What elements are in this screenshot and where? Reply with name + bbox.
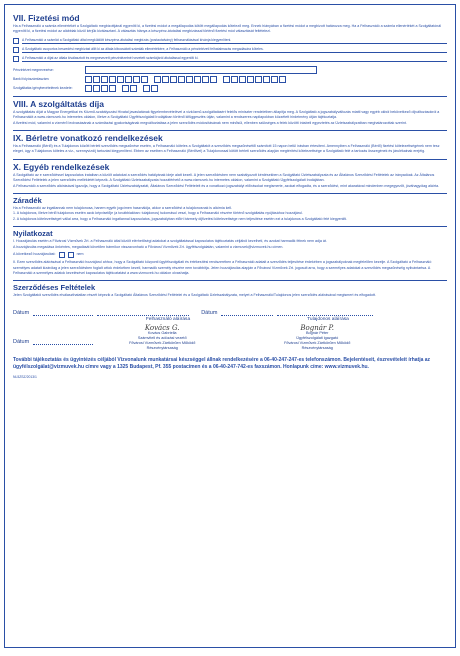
signatory-company: Fővárosi Vízművek Zártkörűen Működő — [129, 340, 196, 345]
owner-signature-field[interactable] — [277, 309, 373, 316]
company-date-row — [13, 338, 97, 345]
paragraph: Jelen Szolgáltatói szerződés elválaszthatatlan részét képezik a Szolgáltató Általános Szerződési Feltételei és a Szolgáltató Üzletszabályzata, melyet a Felhasználó/Tulajdonos jelen szerződés aláírásával megismert és elfogadott. — [13, 293, 377, 298]
field-label: Pénzintézet megnevezése: — [13, 67, 54, 72]
field-label: Szolgáltatás igénybevételének kezdete: — [13, 86, 73, 91]
paragraph: A Szolgáltató az e szerződéssel kapcsolatos irataiban a közölt adatokat a szerződés hatályának ideje alatt kezeli. A jelen szerződésben nem szabályozott kérdésekben a Szolgáltató Üzletszabályzata és az Általános Szerződési Feltételek az irányadóak. Az Általános Szerződési Feltételek a jelen szerződés mellékletét képezik. A Szolgáltató Üzletszabályzata hozzáférhető a www.vizmuvek.hu internetes oldalon, valamint a Szolgáltató Ügyfélszolgálati Irodájában. — [13, 172, 435, 183]
option-label: A Szolgáltató csoportos beszedési megbízást állít ki az általa kibocsátott számlák ellenértékére, a Felhasználó a pénzintézeti felhatalmazás megadására köteles. — [22, 47, 447, 53]
checkbox-option-b[interactable] — [13, 47, 19, 53]
section-title: VII. Fizetési mód — [13, 13, 80, 23]
account-number-input[interactable] — [85, 76, 286, 83]
checkbox-consent-yes[interactable] — [59, 252, 65, 258]
account-number-field — [13, 76, 447, 83]
paragraph: 1. A tulajdonos, illetve bérlő tulajdonos esetén azok képviselője (a továbbiakban: tulajdonos) tudomásul veszi, hogy a Felhasználó részére történő szolgáltatás nyújtásához hozzájárul. — [13, 211, 303, 216]
payment-option-c — [13, 56, 447, 62]
signatory-role: Számviteli és adózási vezető — [137, 335, 187, 340]
checkbox-consent-no[interactable] — [68, 252, 74, 258]
company-signatures — [13, 323, 447, 351]
paragraph: Ha a Felhasználó az ingatlannak nem tulajdonosa, hanem egyéb jogcímen használója, akkor a szerződést a tulajdonosnak is aláírnia kell. — [13, 206, 233, 211]
field-label: Banki folyószámlaszám: — [13, 77, 50, 82]
option-label: A Felhasználó a díjat az általa kiválasztott és megnevezett pénzintézetnél vezetett számlájáról átutalással egyenlíti ki. — [22, 56, 447, 62]
payment-option-a — [13, 38, 447, 44]
divider — [13, 193, 447, 194]
section-title: Szerződéses Feltételek — [13, 283, 96, 293]
payment-option-b — [13, 47, 447, 53]
paragraph: I. Hozzájárulás esetén a Fővárosi Vízművek Zrt. a Felhasználó által közölt elérhetőségi adatokat a szolgáltatással kapcsolatos tájékoztatás céljából kezelheti, és azokat harmadik félnek nem adja át. — [13, 239, 327, 244]
paragraph: II. Ezen szerződés aláírásával a Felhasználó hozzájárul ahhoz, hogy a Szolgáltató központi ügyfélszolgálati és értékesítési rendszerében a Felhasználó adatait a szerződés teljesítése érdekében a jogszabályoknak megfelelően kezelje. A Szolgáltató a Felhasználó személyes adatait kizárólag a jelen szerződésben foglalt célok érdekében kezeli, harmadik személy részére nem továbbítja. Jelen hozzájárulás alapján a Fővárosi Vízművek Zrt. jogosult arra, hogy a személyes adatokat a szerződés megszűnéséig nyilvántartsa. A Felhasználó a személyes adatok kezelésével kapcsolatos tájékoztatást a www.vizmuvek.hu oldalon olvashatja. — [13, 260, 432, 275]
bank-name-input[interactable] — [85, 66, 317, 74]
right-handwritten-signature: Bognár P. — [300, 323, 334, 332]
paragraph: A fizetési mód, valamint a vízmérő leolvasásának a számlázási gyakoriságának megváltoztatása a jelen szerződés módosításának nem minősül, ellenben szükséges a felek közötti írásbeli egyeztetés az Üzletszabályzatban meghatározottak szerint. — [13, 120, 407, 125]
date-field[interactable] — [33, 309, 93, 316]
consent-no-label: nem — [76, 252, 84, 257]
document-page — [4, 4, 456, 648]
form-code: NL5ZSZ/2013/1 — [13, 374, 37, 379]
section-title: Záradék — [13, 196, 42, 206]
section-title: X. Egyéb rendelkezések — [13, 161, 110, 172]
checkbox-option-c[interactable] — [13, 56, 19, 62]
divider — [13, 130, 447, 131]
user-signature-field[interactable] — [97, 309, 189, 316]
signatory-company: Fővárosi Vízművek Zártkörűen Működő — [284, 340, 351, 345]
date-field[interactable] — [221, 309, 273, 316]
signatory-role: Ügyfélszolgálati igazgató — [296, 335, 339, 340]
signatory-company-form: Részvénytársaság — [146, 345, 178, 350]
section-title: VIII. A szolgáltatás díja — [13, 98, 105, 109]
divider — [13, 159, 447, 160]
contact-footer: További tájékoztatás és ügyintézés céljából Vízvonalunk munkatársai készséggel állnak rendelkezésére a 06-40-247-247-es telefonszámon. Bejelentéseit, észrevételeit írhatja az ügyfélszolgálat@vizmuvek.hu címre vagy a 1325 Budapest, Pf. 355 postacímen és a 06-40-247-742-es faxszámon. Honlapunk címe: www.vizmuvek.hu. — [13, 356, 431, 370]
left-handwritten-signature: Kovács G. — [144, 323, 180, 332]
signature-row-user — [13, 309, 447, 316]
paragraph: A Felhasználó a szerződés aláírásával igazolja, hogy a Szolgáltató Üzletszabályzatát, Általános Szerződési Feltételeit és a vonatkozó jogszabályi előírásokat megismerte, azokat elfogadta, és a szerződést, mint akaratával mindenben megegyezőt, jóváhagyólag aláírta. — [13, 183, 440, 188]
right-signatory — [257, 323, 377, 351]
divider — [13, 226, 447, 227]
section-title: Nyilatkozat — [13, 229, 53, 239]
signature-captions — [13, 317, 447, 322]
checkbox-option-a[interactable] — [13, 38, 19, 44]
left-signatory — [107, 323, 217, 351]
divider — [13, 96, 447, 97]
paragraph: Ha a Felhasználó (Bérlő) és a Tulajdonos között bérleti szerződés megszűnése esetén, a Felhasználó köteles a Szolgáltatót a szerződés megszűnésétől számított 15 napon belül írásban értesíteni. Amennyiben a Felhasználó (Bérlő) fizetési kötelezettségének nem tesz eleget, úgy a Tulajdonos köteles a víz-, szennyvízdíj tartozást kiegyenlíteni. Ebben az esetben a Felhasználó (Bérlővel) a Tulajdonossal kötött bérleti szerződés alapján megtérítési kötelezettsége a Szolgáltató felé a tartozás összegének és járulékainak erejéig. — [13, 144, 440, 154]
paragraph: 2. A tulajdonos kötelezettséget vállal arra, hogy a Felhasználó ingatlannal kapcsolatos, jogszabályban előírt bármely díjfizetési kötelezettsége nem teljesítése esetén ezt a tulajdonos a Szolgáltató felé kiegyenlíti. — [13, 216, 348, 221]
consent-choice — [13, 252, 447, 258]
section-title: IX. Bérletre vonatkozó rendelkezések — [13, 133, 163, 144]
user-signature-caption: Felhasználó aláírása — [145, 316, 191, 322]
signatory-company-form: Részvénytársaság — [301, 345, 333, 350]
consent-label: A következő hozzájárulást: — [13, 252, 56, 257]
paragraph: A hozzájárulás megadása önkéntes, megadását követően bármikor visszavonható a Fővárosi Vízművek Zrt. ügyfélszolgálatán, valamint a vizmuvek@vizmuvek.hu címen. — [13, 244, 284, 249]
date-label: Dátum — [13, 309, 30, 316]
option-label: A Felhasználó a számlát a Szolgáltató által megküldött készpénz-átutalási megbízás (postautalvány) felhasználásával kívánja kiegyenlíteni. — [22, 38, 447, 44]
signatory-name: Kovács Gabriella — [147, 330, 177, 335]
bank-name-field — [13, 66, 447, 74]
start-date-input[interactable] — [85, 85, 158, 92]
divider — [13, 280, 447, 281]
date-label: Dátum — [13, 338, 30, 345]
signatory-name: Bognár Péter — [306, 330, 329, 335]
date-label: Dátum — [201, 309, 218, 316]
paragraph: Ha a Felhasználó a számla ellenértékét a Szolgáltató megbízottjánál egyenlíti ki, a fizetési módot a megállapodás kötött megállapodás kötelező meg. Ennek hiányában a fizetési módot a megbízott határozza meg. Ha a Felhasználó a számla ellenértékét a Szolgáltatónál egyenlíti ki, a fizetési módot az alábbiak közül kérjük kiválasztani. A választás hiánya a készpénz-átutalási megbízással történő fizetési mód választását feltételezi. — [13, 24, 442, 34]
owner-signature-caption: Tulajdonos aláírása — [307, 316, 349, 322]
date-field[interactable] — [33, 338, 93, 345]
start-date-field — [13, 85, 447, 92]
paragraph: A szolgáltatás díját a Magyar Energetikai és Közmű-szabályozási Hivatal javaslatának figyelembevételével a vízközmű-szolgáltatásért felelős miniszter rendeletben állapítja meg. A Szolgáltató a jogszabályváltozás miatti vagy egyéb okból bekövetkező díjváltozásokról a Felhasználót a www.vizmuvek.hu internetes oldalon, illetve a Szolgáltató Ügyfélszolgálati Irodájában történő kifüggesztés útján, valamint a rendszeres napilapokban közzétett hirdetmény útján tájékoztatja. — [13, 109, 440, 120]
